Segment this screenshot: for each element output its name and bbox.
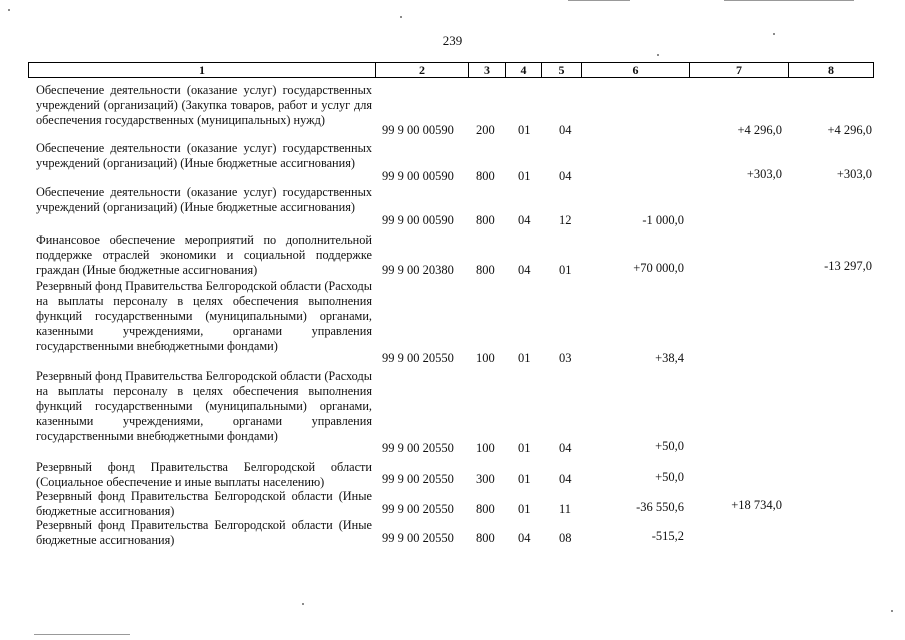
scan-speck xyxy=(891,610,893,612)
row-target-article: 99 9 00 20550 xyxy=(382,531,454,545)
scan-speck xyxy=(8,9,10,11)
row-col8-value: -13 297,0 xyxy=(824,259,872,273)
row-section: 04 xyxy=(518,263,531,277)
header-col-8: 8 xyxy=(788,63,873,78)
row-expense-type: 800 xyxy=(476,531,495,545)
row-expense-type: 800 xyxy=(476,213,495,227)
row-target-article: 99 9 00 00590 xyxy=(382,213,454,227)
row-section: 01 xyxy=(518,472,531,486)
row-col6-value: +50,0 xyxy=(655,439,684,453)
row-target-article: 99 9 00 00590 xyxy=(382,169,454,183)
row-subsection: 08 xyxy=(559,531,572,545)
header-col-1: 1 xyxy=(199,63,205,77)
row-target-article: 99 9 00 20550 xyxy=(382,502,454,516)
row-section: 01 xyxy=(518,123,531,137)
row-section: 04 xyxy=(518,213,531,227)
row-section: 01 xyxy=(518,351,531,365)
row-description: Резервный фонд Правительства Белгородской области (Социальное обеспечение и иные выплаты населению) xyxy=(36,460,372,489)
row-col6-value: +38,4 xyxy=(655,351,684,365)
row-description: Резервный фонд Правительства Белгородской области (Иные бюджетные ассигнования) xyxy=(36,489,372,518)
header-col-6: 6 xyxy=(581,63,689,78)
page-number: 239 xyxy=(442,33,463,48)
row-subsection: 12 xyxy=(559,213,572,227)
row-description: Финансовое обеспечение мероприятий по дополнительной поддержке отраслей экономики и социальной поддержке граждан (Иные бюджетные ассигнования) xyxy=(36,233,372,277)
header-col-7: 7 xyxy=(689,63,788,78)
row-description: Обеспечение деятельности (оказание услуг) государственных учреждений (организаций) (Иные бюджетные ассигнования) xyxy=(36,185,372,214)
row-col7-value: +303,0 xyxy=(746,167,782,181)
row-target-article: 99 9 00 20380 xyxy=(382,263,454,277)
row-subsection: 01 xyxy=(559,263,572,277)
row-col6-value: +50,0 xyxy=(655,470,684,484)
scan-speck xyxy=(302,603,304,605)
row-target-article: 99 9 00 20550 xyxy=(382,351,454,365)
row-expense-type: 100 xyxy=(476,441,495,455)
row-subsection: 03 xyxy=(559,351,572,365)
row-target-article: 99 9 00 20550 xyxy=(382,441,454,455)
row-target-article: 99 9 00 00590 xyxy=(382,123,454,137)
row-subsection: 04 xyxy=(559,472,572,486)
row-description: Резервный фонд Правительства Белгородской области (Иные бюджетные ассигнования) xyxy=(36,518,372,547)
row-col6-value: -36 550,6 xyxy=(636,500,684,514)
row-subsection: 04 xyxy=(559,169,572,183)
scan-mark xyxy=(34,634,130,635)
row-section: 01 xyxy=(518,502,531,516)
row-col8-value: +4 296,0 xyxy=(827,123,872,137)
row-description: Резервный фонд Правительства Белгородской области (Расходы на выплаты персоналу в целях обеспечения выполнения функций государственными (муниципальными) органами, казенными учреждениями, органами управления государственными внебюджетными фондами) xyxy=(36,279,372,353)
header-col-4: 4 xyxy=(505,63,541,78)
row-expense-type: 800 xyxy=(476,263,495,277)
scan-mark xyxy=(568,0,630,1)
row-subsection: 04 xyxy=(559,441,572,455)
row-col6-value: -1 000,0 xyxy=(642,213,684,227)
row-col7-value: +18 734,0 xyxy=(731,498,782,512)
row-col6-value: -515,2 xyxy=(651,529,684,543)
table-header xyxy=(28,62,874,78)
row-description: Резервный фонд Правительства Белгородской области (Расходы на выплаты персоналу в целях обеспечения выполнения функций государственными (муниципальными) органами, казенными учреждениями, органами управления государственными внебюджетными фондами) xyxy=(36,369,372,443)
header-col-5: 5 xyxy=(541,63,581,78)
row-expense-type: 300 xyxy=(476,472,495,486)
scan-speck xyxy=(400,16,402,18)
scan-mark xyxy=(724,0,854,1)
row-expense-type: 200 xyxy=(476,123,495,137)
row-section: 01 xyxy=(518,169,531,183)
row-section: 01 xyxy=(518,441,531,455)
scan-speck xyxy=(657,54,659,56)
row-subsection: 04 xyxy=(559,123,572,137)
row-target-article: 99 9 00 20550 xyxy=(382,472,454,486)
row-col7-value: +4 296,0 xyxy=(737,123,782,137)
row-subsection: 11 xyxy=(559,502,572,516)
row-expense-type: 800 xyxy=(476,502,495,516)
row-description: Обеспечение деятельности (оказание услуг) государственных учреждений (организаций) (Закупка товаров, работ и услуг для обеспечения государственных (муниципальных) нужд) xyxy=(36,83,372,127)
row-description: Обеспечение деятельности (оказание услуг) государственных учреждений (организаций) (Иные бюджетные ассигнования) xyxy=(36,141,372,170)
row-col8-value: +303,0 xyxy=(836,167,872,181)
row-expense-type: 100 xyxy=(476,351,495,365)
row-expense-type: 800 xyxy=(476,169,495,183)
row-section: 04 xyxy=(518,531,531,545)
header-col-2: 2 xyxy=(375,63,468,78)
header-col-3: 3 xyxy=(468,63,505,78)
row-col6-value: +70 000,0 xyxy=(633,261,684,275)
